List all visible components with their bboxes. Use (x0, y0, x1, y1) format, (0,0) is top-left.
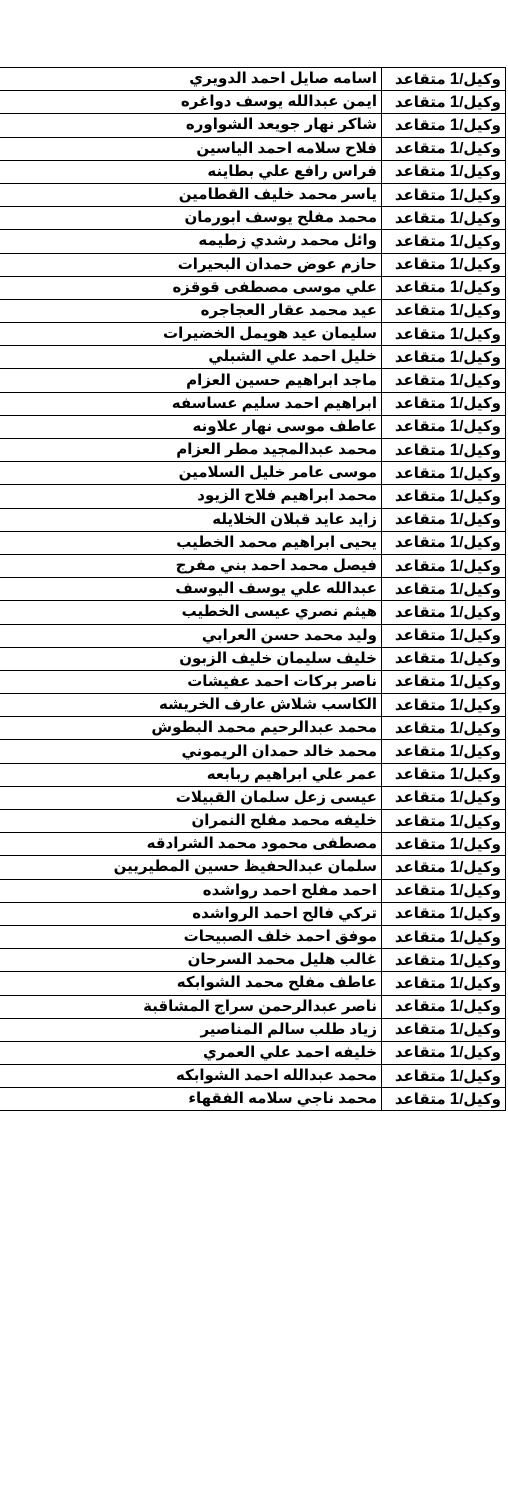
person-name: علي موسى مصطفى قوقزه (0, 276, 382, 299)
rank-label: وكيل/ (459, 441, 501, 459)
rank-label: وكيل/ (459, 116, 501, 134)
person-name: زايد عايد قبلان الخلايله (0, 508, 382, 531)
table-row (0, 276, 506, 299)
rank-label: وكيل/ (459, 256, 501, 274)
table-row (0, 740, 506, 763)
rank-label: وكيل/ (459, 534, 501, 552)
rank-number: 1 (449, 277, 460, 297)
rank-number: 1 (449, 230, 460, 250)
person-name: محمد عبدالله احمد الشوابكه (0, 1065, 382, 1088)
status-label: متقاعد (394, 348, 446, 366)
rank-number: 1 (449, 161, 460, 181)
status-label: متقاعد (394, 789, 446, 807)
rank-label: وكيل/ (459, 650, 501, 668)
status-label: متقاعد (394, 858, 446, 876)
status-label: متقاعد (394, 1021, 446, 1039)
rank-cell (382, 925, 506, 948)
table-row (0, 972, 506, 995)
person-name: ياسر محمد خليف القطامين (0, 183, 382, 206)
person-name: اسامه صايل احمد الدويري (0, 68, 382, 91)
rank-number: 1 (449, 393, 460, 413)
rank-cell (382, 694, 506, 717)
table-row (0, 833, 506, 856)
rank-label: وكيل/ (459, 348, 501, 366)
person-name: سلمان عبدالحفيظ حسين المطيريين (0, 856, 382, 879)
rank-cell (382, 856, 506, 879)
rank-label: وكيل/ (459, 812, 501, 830)
table-row (0, 392, 506, 415)
table-row (0, 1018, 506, 1041)
rank-label: وكيل/ (459, 951, 501, 969)
rank-cell (382, 415, 506, 438)
status-label: متقاعد (394, 1067, 446, 1085)
person-name: ابراهيم احمد سليم عساسفه (0, 392, 382, 415)
rank-cell (382, 323, 506, 346)
rank-number: 1 (449, 601, 460, 621)
rank-number: 1 (449, 300, 460, 320)
rank-number: 1 (449, 1065, 460, 1085)
rank-cell (382, 68, 506, 91)
rank-number: 1 (449, 114, 460, 134)
person-name: وليد محمد حسن العرابي (0, 624, 382, 647)
rank-label: وكيل/ (459, 882, 501, 900)
rank-label: وكيل/ (459, 1067, 501, 1085)
rank-number: 1 (449, 532, 460, 552)
status-label: متقاعد (394, 627, 446, 645)
table-row (0, 323, 506, 346)
rank-number: 1 (449, 91, 460, 111)
table-row (0, 207, 506, 230)
rank-cell (382, 369, 506, 392)
person-name: محمد عبدالرحيم محمد البطوش (0, 717, 382, 740)
table-row (0, 879, 506, 902)
person-name: محمد مفلح يوسف ابورمان (0, 207, 382, 230)
status-label: متقاعد (394, 1044, 446, 1062)
status-label: متقاعد (394, 93, 446, 111)
status-label: متقاعد (394, 673, 446, 691)
rank-number: 1 (449, 625, 460, 645)
rank-label: وكيل/ (459, 905, 501, 923)
rank-number: 1 (449, 1088, 460, 1108)
rank-cell (382, 902, 506, 925)
rank-number: 1 (449, 671, 460, 691)
person-name: محمد ناجي سلامه الفقهاء (0, 1088, 382, 1111)
rank-number: 1 (449, 880, 460, 900)
person-name: عيد محمد عقار العجاجره (0, 299, 382, 322)
rank-cell (382, 670, 506, 693)
rank-label: وكيل/ (459, 163, 501, 181)
status-label: متقاعد (394, 279, 446, 297)
table-row (0, 230, 506, 253)
person-name: ايمن عبدالله يوسف دواغره (0, 91, 382, 114)
person-name: عاطف مفلح محمد الشوابكه (0, 972, 382, 995)
rank-label: وكيل/ (459, 140, 501, 158)
table-row (0, 925, 506, 948)
person-name: مصطفى محمود محمد الشرادقه (0, 833, 382, 856)
rank-cell (382, 392, 506, 415)
rank-cell (382, 508, 506, 531)
table-row (0, 137, 506, 160)
rank-number: 1 (449, 323, 460, 343)
table-row (0, 670, 506, 693)
rank-cell (382, 531, 506, 554)
person-name: فيصل محمد احمد بني مفرج (0, 554, 382, 577)
rank-label: وكيل/ (459, 627, 501, 645)
table-row (0, 485, 506, 508)
person-name: فراس رافع علي بطاينه (0, 160, 382, 183)
roster-body (0, 68, 506, 1111)
rank-label: وكيل/ (459, 789, 501, 807)
rank-number: 1 (449, 694, 460, 714)
table-row (0, 253, 506, 276)
rank-cell (382, 995, 506, 1018)
rank-cell (382, 1065, 506, 1088)
status-label: متقاعد (394, 812, 446, 830)
rank-cell (382, 114, 506, 137)
roster-sheet (0, 67, 506, 1111)
rank-number: 1 (449, 555, 460, 575)
person-name: خليفه محمد مفلح النمران (0, 810, 382, 833)
status-label: متقاعد (394, 441, 446, 459)
status-label: متقاعد (394, 534, 446, 552)
rank-cell (382, 717, 506, 740)
table-row (0, 810, 506, 833)
status-label: متقاعد (394, 743, 446, 761)
status-label: متقاعد (394, 835, 446, 853)
person-name: موفق احمد خلف الصبيحات (0, 925, 382, 948)
rank-label: وكيل/ (459, 325, 501, 343)
person-name: موسى عامر خليل السلامين (0, 462, 382, 485)
rank-number: 1 (449, 926, 460, 946)
status-label: متقاعد (394, 232, 446, 250)
rank-number: 1 (449, 972, 460, 992)
rank-label: وكيل/ (459, 974, 501, 992)
rank-number: 1 (449, 741, 460, 761)
status-label: متقاعد (394, 650, 446, 668)
status-label: متقاعد (394, 719, 446, 737)
status-label: متقاعد (394, 395, 446, 413)
person-name: فلاح سلامه احمد الياسين (0, 137, 382, 160)
rank-cell (382, 276, 506, 299)
table-row (0, 462, 506, 485)
rank-label: وكيل/ (459, 1044, 501, 1062)
rank-label: وكيل/ (459, 279, 501, 297)
table-row (0, 902, 506, 925)
rank-cell (382, 160, 506, 183)
table-row (0, 995, 506, 1018)
table-row (0, 114, 506, 137)
roster-table (0, 67, 506, 1111)
status-label: متقاعد (394, 1090, 446, 1108)
table-row (0, 531, 506, 554)
rank-cell (382, 183, 506, 206)
table-row (0, 183, 506, 206)
status-label: متقاعد (394, 302, 446, 320)
rank-cell (382, 253, 506, 276)
rank-label: وكيل/ (459, 232, 501, 250)
rank-label: وكيل/ (459, 580, 501, 598)
rank-number: 1 (449, 717, 460, 737)
person-name: محمد عبدالمجيد مطر العزام (0, 439, 382, 462)
status-label: متقاعد (394, 487, 446, 505)
rank-number: 1 (449, 462, 460, 482)
rank-cell (382, 879, 506, 902)
table-row (0, 601, 506, 624)
table-row (0, 786, 506, 809)
rank-cell (382, 972, 506, 995)
rank-cell (382, 1088, 506, 1111)
rank-label: وكيل/ (459, 766, 501, 784)
rank-number: 1 (449, 138, 460, 158)
person-name: عبدالله علي يوسف اليوسف (0, 578, 382, 601)
rank-cell (382, 299, 506, 322)
person-name: سليمان عيد هويمل الخضيرات (0, 323, 382, 346)
rank-label: وكيل/ (459, 557, 501, 575)
person-name: ناصر بركات احمد عفيشات (0, 670, 382, 693)
rank-label: وكيل/ (459, 186, 501, 204)
person-name: يحيى ابراهيم محمد الخطيب (0, 531, 382, 554)
status-label: متقاعد (394, 256, 446, 274)
rank-number: 1 (449, 207, 460, 227)
person-name: محمد ابراهيم فلاح الزيود (0, 485, 382, 508)
status-label: متقاعد (394, 882, 446, 900)
person-name: ناصر عبدالرحمن سراج المشاقبة (0, 995, 382, 1018)
table-row (0, 1041, 506, 1064)
status-label: متقاعد (394, 603, 446, 621)
rank-number: 1 (449, 787, 460, 807)
status-label: متقاعد (394, 974, 446, 992)
rank-label: وكيل/ (459, 372, 501, 390)
person-name: شاكر نهار جويعد الشواوره (0, 114, 382, 137)
rank-cell (382, 1041, 506, 1064)
rank-cell (382, 740, 506, 763)
rank-cell (382, 810, 506, 833)
person-name: خليف سليمان خليف الزبون (0, 647, 382, 670)
status-label: متقاعد (394, 372, 446, 390)
rank-label: وكيل/ (459, 1021, 501, 1039)
table-row (0, 160, 506, 183)
status-label: متقاعد (394, 418, 446, 436)
rank-label: وكيل/ (459, 858, 501, 876)
rank-label: وكيل/ (459, 302, 501, 320)
rank-cell (382, 624, 506, 647)
rank-number: 1 (449, 439, 460, 459)
status-label: متقاعد (394, 511, 446, 529)
status-label: متقاعد (394, 209, 446, 227)
person-name: هيثم نصري عيسى الخطيب (0, 601, 382, 624)
rank-number: 1 (449, 996, 460, 1016)
rank-number: 1 (449, 416, 460, 436)
rank-label: وكيل/ (459, 743, 501, 761)
table-row (0, 949, 506, 972)
person-name: عمر علي ابراهيم ربابعه (0, 763, 382, 786)
rank-cell (382, 462, 506, 485)
rank-label: وكيل/ (459, 673, 501, 691)
status-label: متقاعد (394, 70, 446, 88)
table-row (0, 694, 506, 717)
status-label: متقاعد (394, 116, 446, 134)
person-name: غالب هليل محمد السرحان (0, 949, 382, 972)
status-label: متقاعد (394, 557, 446, 575)
status-label: متقاعد (394, 928, 446, 946)
table-row (0, 508, 506, 531)
rank-number: 1 (449, 184, 460, 204)
rank-cell (382, 346, 506, 369)
rank-cell (382, 439, 506, 462)
rank-label: وكيل/ (459, 70, 501, 88)
rank-number: 1 (449, 764, 460, 784)
status-label: متقاعد (394, 325, 446, 343)
person-name: الكاسب شلاش عارف الخريشه (0, 694, 382, 717)
rank-label: وكيل/ (459, 209, 501, 227)
status-label: متقاعد (394, 140, 446, 158)
rank-label: وكيل/ (459, 696, 501, 714)
rank-cell (382, 763, 506, 786)
table-row (0, 554, 506, 577)
person-name: خليفه احمد علي العمري (0, 1041, 382, 1064)
table-row (0, 578, 506, 601)
rank-cell (382, 949, 506, 972)
table-row (0, 647, 506, 670)
rank-label: وكيل/ (459, 464, 501, 482)
rank-number: 1 (449, 648, 460, 668)
rank-label: وكيل/ (459, 395, 501, 413)
rank-number: 1 (449, 346, 460, 366)
rank-number: 1 (449, 949, 460, 969)
table-row (0, 1088, 506, 1111)
rank-number: 1 (449, 903, 460, 923)
rank-cell (382, 485, 506, 508)
rank-number: 1 (449, 370, 460, 390)
table-row (0, 1065, 506, 1088)
rank-cell (382, 91, 506, 114)
rank-cell (382, 207, 506, 230)
rank-label: وكيل/ (459, 928, 501, 946)
rank-cell (382, 230, 506, 253)
status-label: متقاعد (394, 186, 446, 204)
person-name: احمد مفلح احمد رواشده (0, 879, 382, 902)
rank-number: 1 (449, 810, 460, 830)
table-row (0, 415, 506, 438)
rank-number: 1 (449, 856, 460, 876)
person-name: تركي فالح احمد الرواشده (0, 902, 382, 925)
table-row (0, 763, 506, 786)
rank-label: وكيل/ (459, 998, 501, 1016)
rank-number: 1 (449, 578, 460, 598)
rank-label: وكيل/ (459, 418, 501, 436)
rank-number: 1 (449, 1042, 460, 1062)
rank-label: وكيل/ (459, 93, 501, 111)
rank-label: وكيل/ (459, 603, 501, 621)
rank-label: وكيل/ (459, 1090, 501, 1108)
status-label: متقاعد (394, 766, 446, 784)
status-label: متقاعد (394, 696, 446, 714)
rank-number: 1 (449, 68, 460, 88)
table-row (0, 624, 506, 647)
rank-number: 1 (449, 485, 460, 505)
rank-number: 1 (449, 254, 460, 274)
person-name: عاطف موسى نهار علاونه (0, 415, 382, 438)
person-name: حازم عوض حمدان البحيرات (0, 253, 382, 276)
person-name: زياد طلب سالم المناصير (0, 1018, 382, 1041)
rank-cell (382, 786, 506, 809)
rank-label: وكيل/ (459, 511, 501, 529)
rank-cell (382, 1018, 506, 1041)
rank-label: وكيل/ (459, 487, 501, 505)
table-row (0, 717, 506, 740)
rank-cell (382, 137, 506, 160)
rank-cell (382, 647, 506, 670)
status-label: متقاعد (394, 998, 446, 1016)
table-row (0, 299, 506, 322)
status-label: متقاعد (394, 580, 446, 598)
status-label: متقاعد (394, 905, 446, 923)
rank-number: 1 (449, 1019, 460, 1039)
rank-cell (382, 554, 506, 577)
table-row (0, 346, 506, 369)
table-row (0, 439, 506, 462)
status-label: متقاعد (394, 163, 446, 181)
person-name: ماجد ابراهيم حسين العزام (0, 369, 382, 392)
table-row (0, 369, 506, 392)
rank-cell (382, 578, 506, 601)
rank-label: وكيل/ (459, 835, 501, 853)
table-row (0, 856, 506, 879)
person-name: عيسى زعل سلمان القبيلات (0, 786, 382, 809)
table-row (0, 68, 506, 91)
person-name: وائل محمد رشدي زطيمه (0, 230, 382, 253)
status-label: متقاعد (394, 951, 446, 969)
rank-number: 1 (449, 509, 460, 529)
table-row (0, 91, 506, 114)
rank-label: وكيل/ (459, 719, 501, 737)
status-label: متقاعد (394, 464, 446, 482)
person-name: محمد خالد حمدان الريموني (0, 740, 382, 763)
rank-cell (382, 601, 506, 624)
person-name: خليل احمد علي الشبلي (0, 346, 382, 369)
rank-number: 1 (449, 833, 460, 853)
rank-cell (382, 833, 506, 856)
